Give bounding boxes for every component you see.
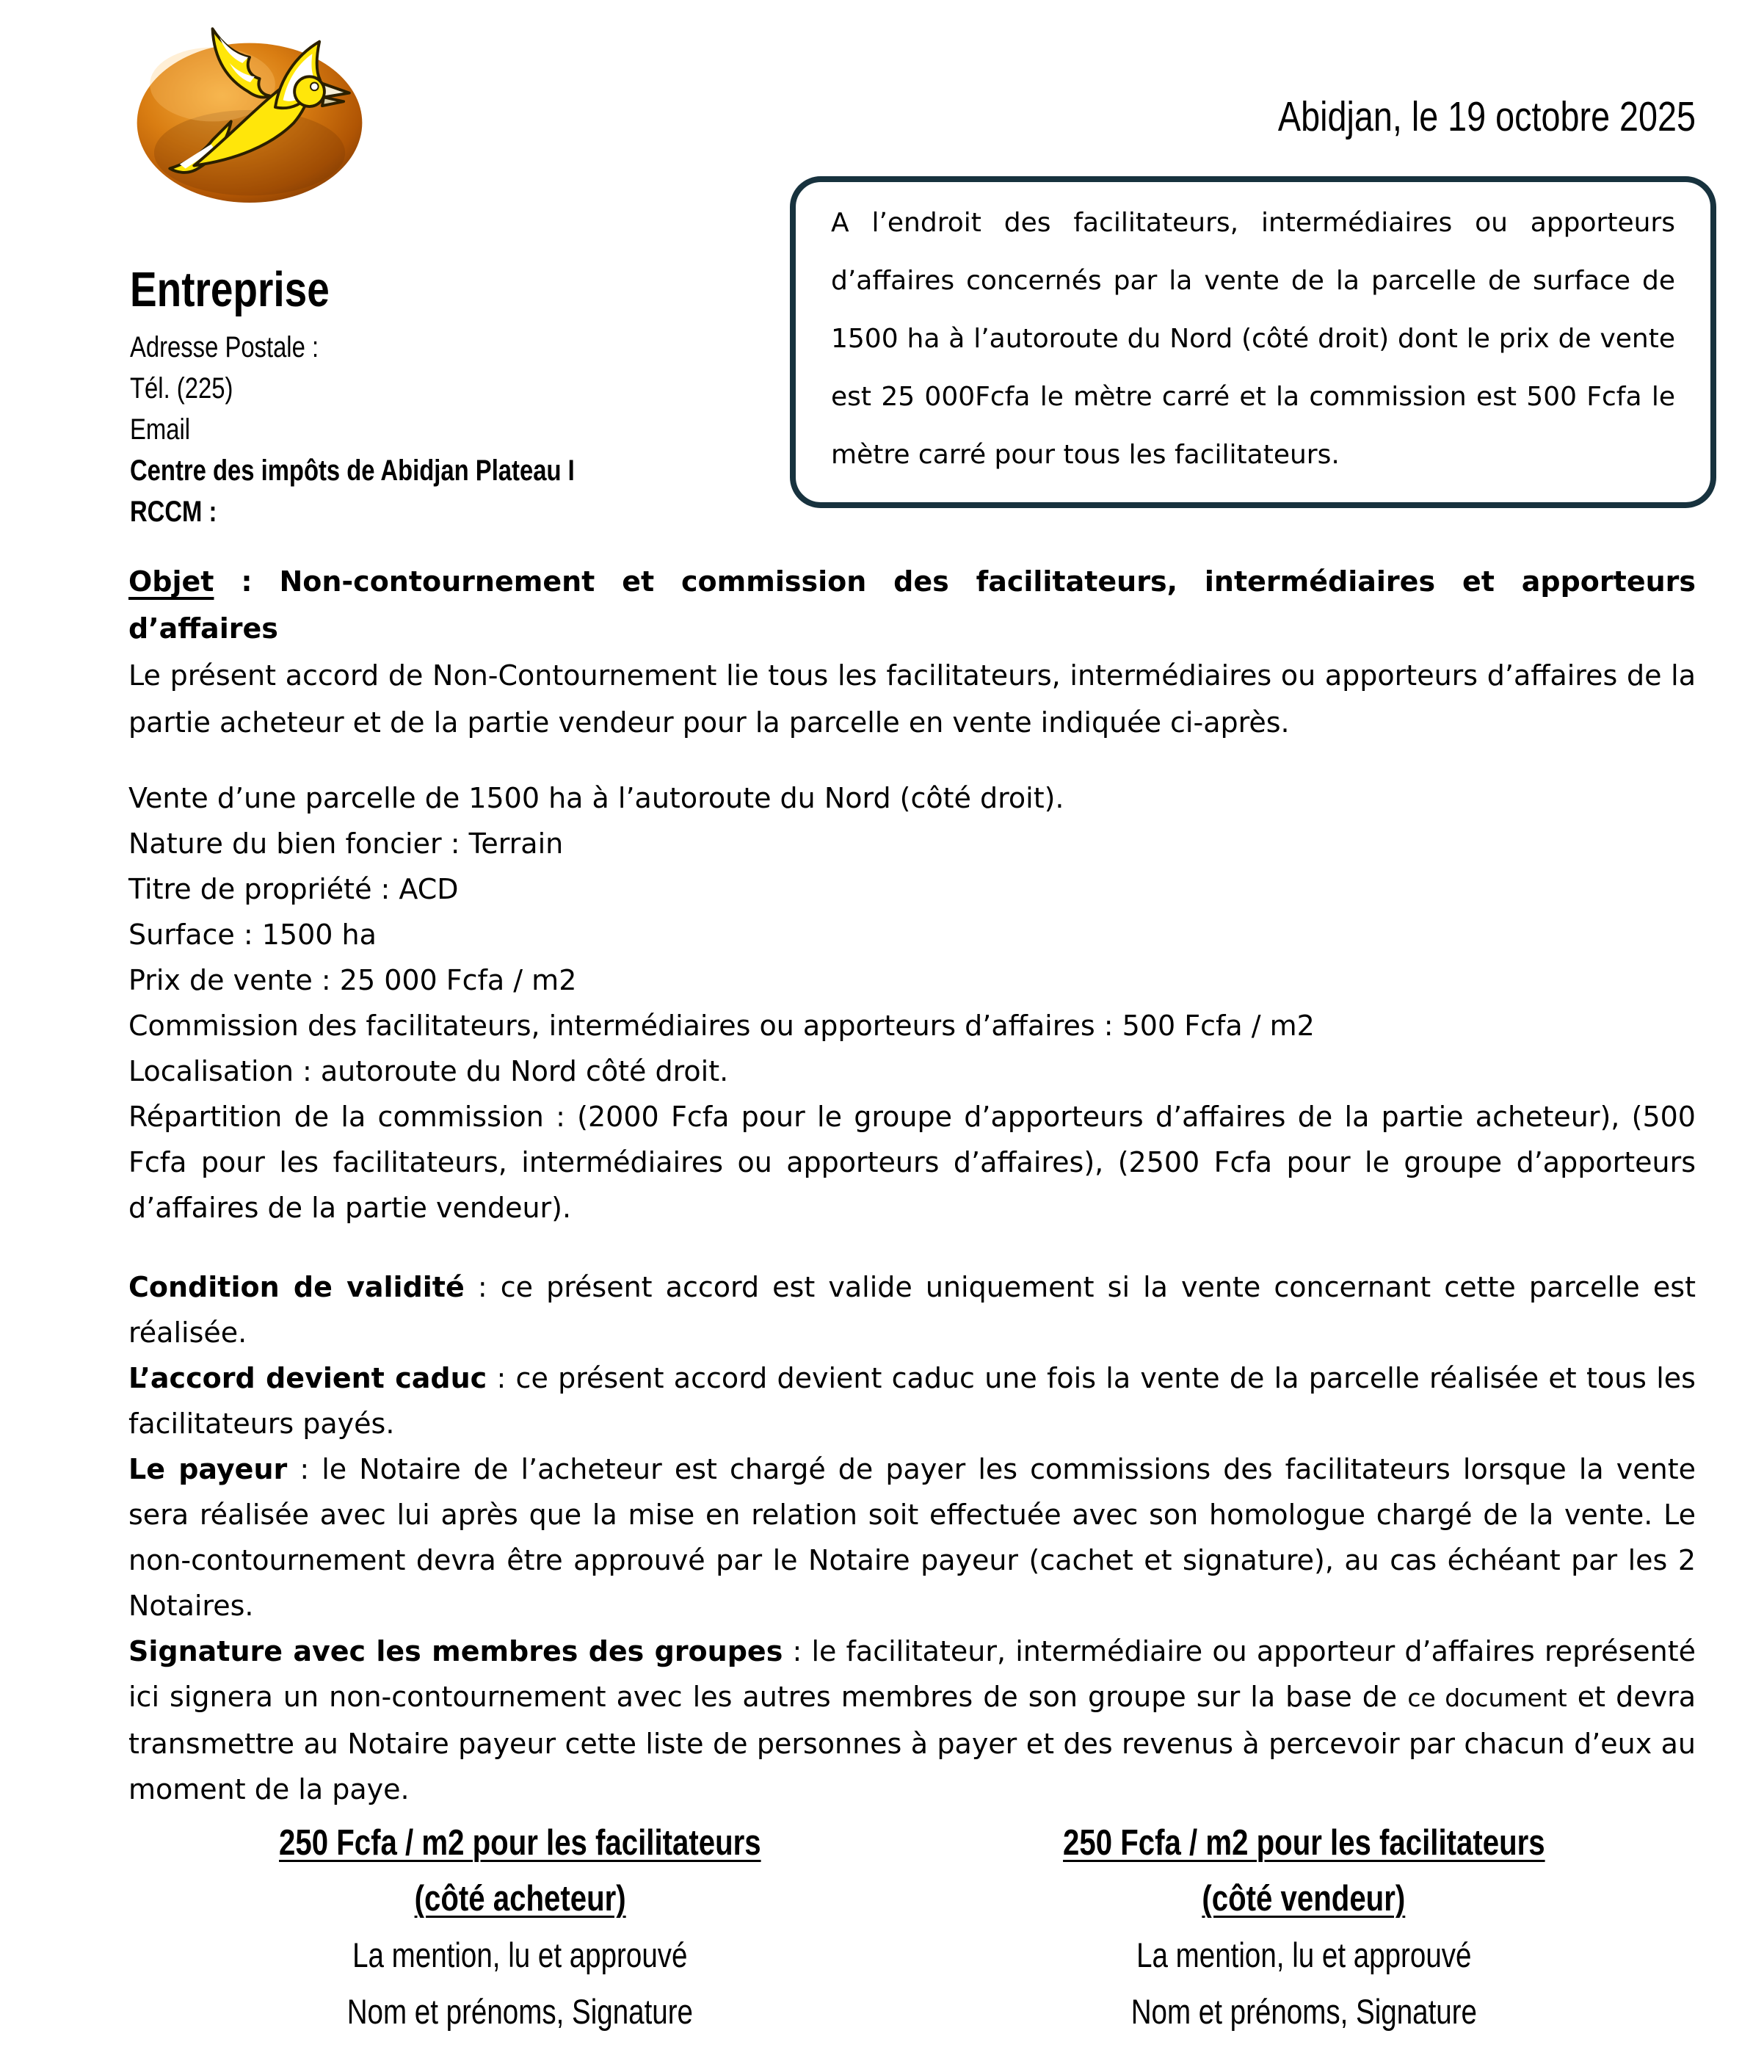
- detail-item: Surface : 1500 ha: [128, 919, 377, 951]
- clause-validity: Condition de validité : ce présent accord est valide uniquement si la vente concernant cette parcelle est réalisée.: [128, 1271, 1696, 1349]
- detail-item: Répartition de la commission : (2000 Fcfa pour le groupe d’apporteurs d’affaires de la partie acheteur), (500 Fcfa pour les facilitateurs, intermédiaires ou apporteurs d’affaires), (2500 Fcfa pour le groupe d’apporteurs d’affaires de la partie vendeur).: [128, 1101, 1696, 1224]
- clause-signature-special: ce document: [1407, 1684, 1567, 1712]
- detail-item: Localisation : autoroute du Nord côté droit.: [128, 1055, 729, 1087]
- detail-item: Titre de propriété : ACD: [128, 873, 459, 905]
- company-phone: Tél. (225): [130, 372, 233, 405]
- signature-columns: [128, 1816, 1696, 2041]
- subject-text: Non-contournement et commission des facilitateurs, intermédiaires et apporteurs d’affaires: [128, 565, 1696, 645]
- notice-box: [790, 176, 1716, 508]
- seller-mention: La mention, lu et approuvé: [1136, 1935, 1472, 1974]
- intro-paragraph: Le présent accord de Non-Contournement lie tous les facilitateurs, intermédiaires ou apporteurs d’affaires de la partie acheteur et de la partie vendeur pour la parcelle en vente indiquée ci-après.: [128, 659, 1696, 739]
- clause-signature-label: Signature avec les membres des groupes: [128, 1635, 783, 1667]
- detail-item: Prix de vente : 25 000 Fcfa / m2: [128, 964, 577, 996]
- company-name: Entreprise: [130, 262, 330, 317]
- subject-line: [128, 558, 1696, 652]
- company-rccm: RCCM :: [130, 496, 217, 528]
- company-email: Email: [130, 413, 191, 446]
- clauses-block: [128, 1264, 1696, 1812]
- clause-caduc-label: L’accord devient caduc: [128, 1362, 487, 1394]
- company-block: [130, 263, 672, 535]
- seller-name-line: Nom et prénoms, Signature: [1130, 1992, 1477, 2031]
- subject-label: Objet: [128, 565, 214, 598]
- dove-head: [294, 76, 324, 106]
- seller-subheading: (côté vendeur): [1202, 1879, 1406, 1919]
- company-tax-center: Centre des impôts de Abidjan Plateau I: [130, 454, 575, 487]
- subject-separator: :: [214, 565, 280, 598]
- company-address: Adresse Postale :: [130, 331, 319, 363]
- letter-header: [128, 0, 1696, 558]
- clause-validity-label: Condition de validité: [128, 1271, 465, 1303]
- date-line: [1186, 93, 1696, 141]
- detail-item: Vente d’une parcelle de 1500 ha à l’autoroute du Nord (côté droit).: [128, 782, 1064, 814]
- date-text: Abidjan, le 19 octobre 2025: [1277, 93, 1696, 140]
- letter-body: [128, 558, 1696, 2041]
- clause-payer-label: Le payeur: [128, 1453, 288, 1485]
- clause-payer: Le payeur : le Notaire de l’acheteur est chargé de payer les commissions des facilitateurs lorsque la vente sera réalisée avec lui après que la mise en relation soit effectuée avec son homologue chargé de la vente. Le non-contournement devra être approuvé par le Notaire payeur (cachet et signature), au cas échéant par les 2 Notaires.: [128, 1453, 1696, 1622]
- clause-caduc: L’accord devient caduc : ce présent accord devient caduc une fois la vente de la parcelle réalisée et tous les facilitateurs payés.: [128, 1362, 1696, 1440]
- sale-details-list: [128, 775, 1696, 1231]
- dove-eye: [311, 83, 319, 91]
- buyer-mention: La mention, lu et approuvé: [352, 1935, 688, 1974]
- detail-item: Commission des facilitateurs, intermédiaires ou apporteurs d’affaires : 500 Fcfa / m2: [128, 1010, 1315, 1042]
- notice-text: A l’endroit des facilitateurs, intermédiaires ou apporteurs d’affaires concernés par la vente de la parcelle de surface de 1500 ha à l’autoroute du Nord (côté droit) dont le prix de vente est 25 000Fcfa le mètre carré et la commission est 500 Fcfa le mètre carré pour tous les facilitateurs.: [831, 208, 1675, 470]
- buyer-subheading: (côté acheteur): [414, 1879, 626, 1919]
- detail-item: Nature du bien foncier : Terrain: [128, 827, 564, 860]
- dove-globe-logo-icon: [128, 0, 371, 214]
- buyer-heading: 250 Fcfa / m2 pour les facilitateurs: [279, 1823, 762, 1863]
- clause-signature: Signature avec les membres des groupes : le facilitateur, intermédiaire ou apporteur d’affaires représenté ici signera un non-contournement avec les autres membres de son groupe sur la base de ce document et devra transmettre au Notaire payeur cette liste de personnes à payer et des revenus à percevoir par chacun d’eux au moment de la paye.: [128, 1635, 1696, 1805]
- buyer-name-line: Nom et prénoms, Signature: [347, 1992, 694, 2031]
- seller-heading: 250 Fcfa / m2 pour les facilitateurs: [1062, 1823, 1545, 1863]
- signature-column-seller: [912, 1816, 1696, 2041]
- signature-column-buyer: [128, 1816, 912, 2041]
